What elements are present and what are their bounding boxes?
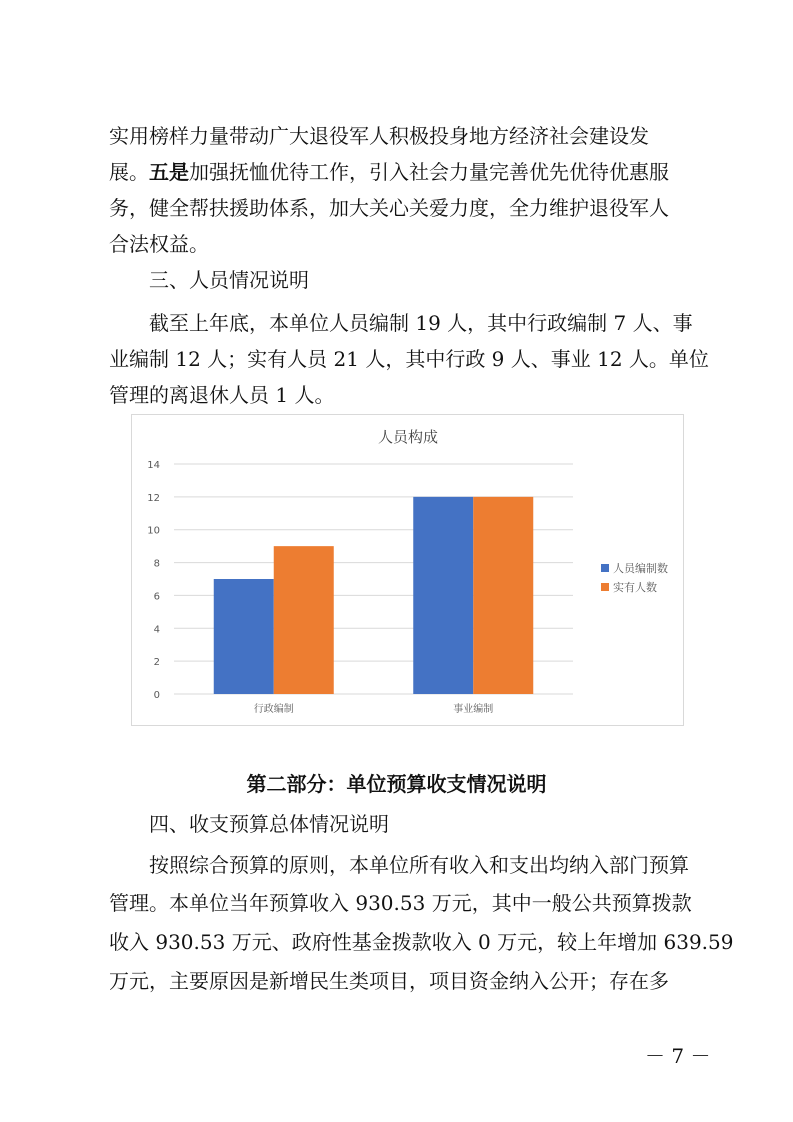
legend: [601, 561, 668, 594]
paragraph-line: 管理。本单位当年预算收入 930.53 万元，其中一般公共预算拨款: [109, 891, 692, 915]
y-tick-label: 4: [153, 624, 160, 636]
legend-label: 人员编制数: [613, 562, 668, 575]
bold-keyword: 五是: [149, 160, 189, 184]
y-tick-label: 12: [147, 492, 160, 504]
text-fragment: 展。: [109, 160, 149, 184]
text-fragment: 加强抚恤优待工作，引入社会力量完善优先优待优惠服: [189, 160, 669, 184]
legend-label: 实有人数: [613, 581, 657, 594]
y-tick-label: 2: [153, 657, 160, 669]
bar-0-0: [214, 579, 274, 694]
y-tick-label: 8: [153, 558, 160, 570]
paragraph-line: 收入 930.53 万元、政府性基金拨款收入 0 万元，较上年增加 639.59: [109, 930, 734, 954]
chart-title: 人员构成: [377, 428, 439, 446]
paragraph-line: 务，健全帮扶援助体系，加大关心关爱力度，全力维护退役军人: [109, 196, 669, 220]
paragraph-line: [109, 160, 669, 184]
x-tick-label: 行政编制: [253, 704, 294, 715]
part-title: 第二部分：单位预算收支情况说明: [246, 772, 547, 796]
paragraph-line: 万元，主要原因是新增民生类项目，项目资金纳入公开；存在多: [109, 969, 669, 993]
paragraph-line: 业编制 12 人；实有人员 21 人，其中行政 9 人、事业 12 人。单位: [109, 347, 709, 371]
section-heading: 四、收支预算总体情况说明: [149, 812, 389, 836]
x-tick-label: 事业编制: [453, 704, 494, 715]
y-tick-label: 10: [147, 525, 160, 537]
paragraph-line: 管理的离退休人员 1 人。: [109, 383, 335, 407]
bar-1-0: [274, 546, 334, 694]
page-number: － 7 －: [645, 1044, 711, 1068]
x-axis-ticks: [254, 702, 494, 715]
paragraph-line: 截至上年底，本单位人员编制 19 人，其中行政编制 7 人、事: [149, 311, 693, 335]
legend-swatch: [601, 583, 609, 591]
y-tick-label: 14: [147, 460, 160, 471]
y-axis-ticks: [147, 460, 160, 701]
bar-1-1: [473, 497, 533, 694]
chart-container: [131, 414, 684, 726]
y-tick-label: 6: [153, 591, 160, 603]
y-tick-label: 0: [153, 690, 160, 701]
section-heading: 三、人员情况说明: [149, 268, 309, 292]
legend-swatch: [601, 564, 609, 572]
paragraph-line: 按照综合预算的原则，本单位所有收入和支出均纳入部门预算: [149, 853, 689, 877]
paragraph-line: 合法权益。: [109, 232, 209, 256]
bar-0-1: [413, 497, 473, 694]
bar-chart: [132, 415, 683, 725]
paragraph-line: 实用榜样力量带动广大退役军人积极投身地方经济社会建设发: [109, 124, 649, 148]
